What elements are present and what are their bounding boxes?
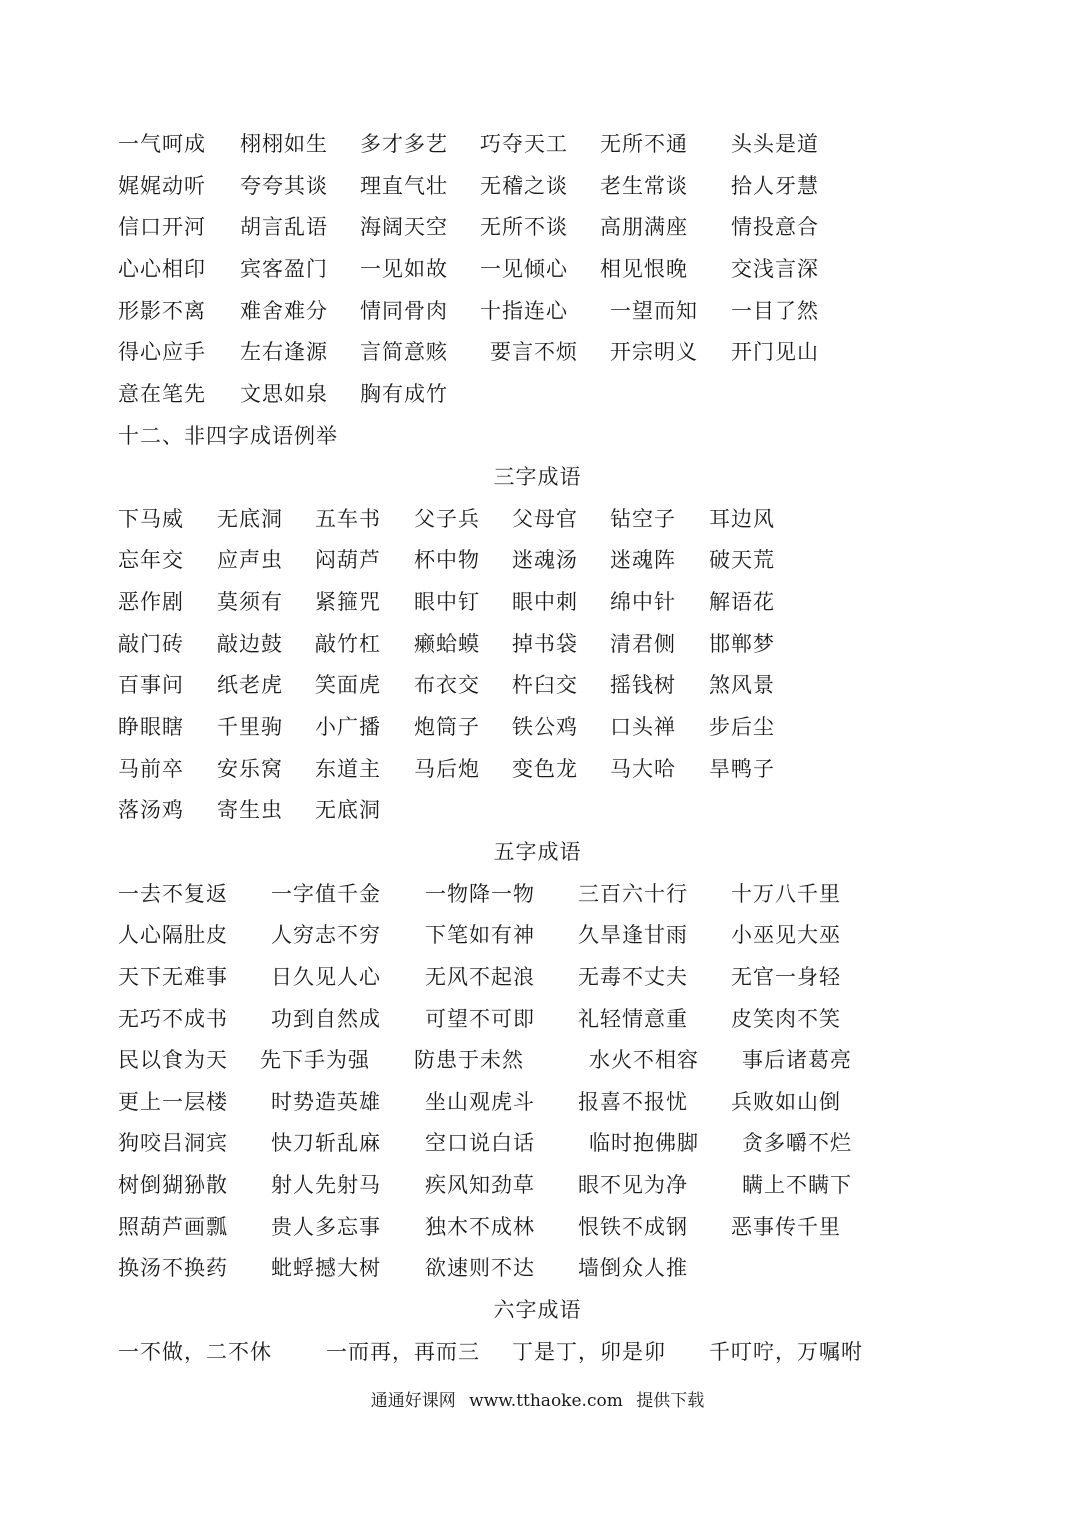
three-char-title: 三字成语 — [493, 465, 582, 489]
idiom: 民以食为天 — [118, 1048, 228, 1072]
idiom: 癞蛤蟆 — [414, 632, 480, 656]
idiom: 老生常谈 — [600, 174, 688, 198]
idiom: 眼中钉 — [414, 590, 480, 614]
idiom: 莫须有 — [217, 590, 283, 614]
idiom: 东道主 — [315, 757, 381, 781]
idiom: 交浅言深 — [731, 257, 819, 281]
idiom: 下笔如有神 — [425, 923, 535, 947]
idiom: 恶事传千里 — [731, 1215, 841, 1239]
idiom: 娓娓动听 — [118, 174, 206, 198]
idiom: 坐山观虎斗 — [425, 1090, 535, 1114]
idiom: 迷魂阵 — [610, 548, 676, 572]
idiom: 一不做，二不休 — [118, 1340, 272, 1364]
idiom: 巧夺天工 — [480, 132, 568, 156]
idiom: 难舍难分 — [240, 299, 328, 323]
idiom: 换汤不换药 — [118, 1256, 228, 1280]
idiom: 敲门砖 — [118, 632, 184, 656]
idiom: 步后尘 — [709, 715, 775, 739]
idiom: 无毒不丈夫 — [578, 965, 688, 989]
idiom: 无底洞 — [315, 798, 381, 822]
idiom: 钻空子 — [610, 507, 676, 531]
idiom: 三百六十行 — [578, 882, 688, 906]
idiom: 父母官 — [512, 507, 578, 531]
idiom: 人穷志不穷 — [271, 923, 381, 947]
idiom: 贵人多忘事 — [271, 1215, 381, 1239]
idiom: 礼轻情意重 — [578, 1007, 688, 1031]
idiom: 清君侧 — [610, 632, 676, 656]
idiom: 栩栩如生 — [240, 132, 328, 156]
idiom: 墙倒众人推 — [578, 1256, 688, 1280]
idiom: 无底洞 — [217, 507, 283, 531]
idiom: 杯中物 — [414, 548, 480, 572]
idiom: 开宗明义 — [610, 340, 698, 364]
idiom: 一目了然 — [731, 299, 819, 323]
footer-url[interactable]: www.tthaoke.com — [469, 1391, 623, 1411]
idiom: 变色龙 — [512, 757, 578, 781]
idiom: 十指连心 — [480, 299, 568, 323]
idiom: 头头是道 — [731, 132, 819, 156]
idiom: 一而再，再而三 — [326, 1340, 480, 1364]
idiom: 闷葫芦 — [315, 548, 381, 572]
idiom: 兵败如山倒 — [731, 1090, 841, 1114]
idiom: 一见倾心 — [480, 257, 568, 281]
idiom: 多才多艺 — [360, 132, 448, 156]
idiom: 父子兵 — [414, 507, 480, 531]
idiom: 独木不成林 — [425, 1215, 535, 1239]
idiom: 恶作剧 — [118, 590, 184, 614]
page-footer — [0, 1389, 1075, 1413]
idiom: 时势造英雄 — [271, 1090, 381, 1114]
idiom: 小广播 — [315, 715, 381, 739]
idiom: 形影不离 — [118, 299, 206, 323]
idiom: 一气呵成 — [118, 132, 206, 156]
idiom: 夸夸其谈 — [240, 174, 328, 198]
idiom: 欲速则不达 — [425, 1256, 535, 1280]
idiom: 情投意合 — [731, 215, 819, 239]
idiom: 开门见山 — [731, 340, 819, 364]
idiom: 应声虫 — [217, 548, 283, 572]
idiom: 人心隔肚皮 — [118, 923, 228, 947]
idiom: 睁眼瞎 — [118, 715, 184, 739]
idiom: 迷魂汤 — [512, 548, 578, 572]
idiom: 照葫芦画瓢 — [118, 1215, 228, 1239]
idiom: 日久见人心 — [271, 965, 381, 989]
idiom: 敲边鼓 — [217, 632, 283, 656]
idiom: 高朋满座 — [600, 215, 688, 239]
idiom: 十万八千里 — [731, 882, 841, 906]
idiom: 无巧不成书 — [118, 1007, 228, 1031]
idiom: 邯郸梦 — [709, 632, 775, 656]
idiom: 解语花 — [709, 590, 775, 614]
idiom: 铁公鸡 — [512, 715, 578, 739]
idiom: 先下手为强 — [260, 1048, 370, 1072]
idiom: 射人先射马 — [271, 1173, 381, 1197]
idiom: 布衣交 — [414, 673, 480, 697]
idiom: 丁是丁，卯是卯 — [512, 1340, 666, 1364]
idiom: 一见如故 — [360, 257, 448, 281]
idiom: 事后诸葛亮 — [742, 1048, 852, 1072]
idiom: 更上一层楼 — [118, 1090, 228, 1114]
idiom: 胡言乱语 — [240, 215, 328, 239]
idiom: 忘年交 — [118, 548, 184, 572]
six-char-title: 六字成语 — [493, 1298, 582, 1322]
idiom: 海阔天空 — [360, 215, 448, 239]
idiom: 拾人牙慧 — [731, 174, 819, 198]
idiom: 紧箍咒 — [315, 590, 381, 614]
idiom: 相见恨晚 — [600, 257, 688, 281]
idiom: 树倒猢狲散 — [118, 1173, 228, 1197]
idiom: 临时抱佛脚 — [589, 1131, 699, 1155]
idiom: 眼不见为净 — [578, 1173, 688, 1197]
idiom: 一物降一物 — [425, 882, 535, 906]
idiom: 敲竹杠 — [315, 632, 381, 656]
idiom: 旱鸭子 — [709, 757, 775, 781]
idiom: 得心应手 — [118, 340, 206, 364]
idiom: 绵中针 — [610, 590, 676, 614]
idiom: 千叮咛，万嘱咐 — [709, 1340, 863, 1364]
idiom: 小巫见大巫 — [731, 923, 841, 947]
idiom: 报喜不报忧 — [578, 1090, 688, 1114]
idiom: 无所不通 — [600, 132, 688, 156]
idiom: 要言不烦 — [490, 340, 578, 364]
idiom: 一字值千金 — [271, 882, 381, 906]
idiom: 防患于未然 — [414, 1048, 524, 1072]
idiom: 炮筒子 — [414, 715, 480, 739]
idiom: 五车书 — [315, 507, 381, 531]
idiom: 下马威 — [118, 507, 184, 531]
idiom: 寄生虫 — [217, 798, 283, 822]
idiom: 杵臼交 — [512, 673, 578, 697]
idiom: 水火不相容 — [589, 1048, 699, 1072]
idiom: 贪多嚼不烂 — [742, 1131, 852, 1155]
section-heading: 十二、非四字成语例举 — [118, 424, 338, 448]
idiom: 瞒上不瞒下 — [742, 1173, 852, 1197]
idiom: 一望而知 — [610, 299, 698, 323]
idiom: 千里驹 — [217, 715, 283, 739]
five-char-title: 五字成语 — [493, 840, 582, 864]
idiom: 眼中刺 — [512, 590, 578, 614]
idiom: 左右逢源 — [240, 340, 328, 364]
idiom: 安乐窝 — [217, 757, 283, 781]
idiom: 情同骨肉 — [360, 299, 448, 323]
idiom: 意在笔先 — [118, 382, 206, 406]
idiom: 胸有成竹 — [360, 382, 448, 406]
idiom: 耳边风 — [709, 507, 775, 531]
idiom: 功到自然成 — [271, 1007, 381, 1031]
idiom: 信口开河 — [118, 215, 206, 239]
idiom: 宾客盈门 — [240, 257, 328, 281]
idiom: 空口说白话 — [425, 1131, 535, 1155]
idiom: 疾风知劲草 — [425, 1173, 535, 1197]
idiom: 心心相印 — [118, 257, 206, 281]
idiom: 无官一身轻 — [731, 965, 841, 989]
idiom: 百事问 — [118, 673, 184, 697]
idiom: 无稽之谈 — [480, 174, 568, 198]
idiom: 马前卒 — [118, 757, 184, 781]
idiom: 无风不起浪 — [425, 965, 535, 989]
idiom: 狗咬吕洞宾 — [118, 1131, 228, 1155]
idiom: 掉书袋 — [512, 632, 578, 656]
idiom: 文思如泉 — [240, 382, 328, 406]
idiom: 马后炮 — [414, 757, 480, 781]
idiom: 蚍蜉撼大树 — [271, 1256, 381, 1280]
idiom: 马大哈 — [610, 757, 676, 781]
footer-note: 提供下载 — [636, 1391, 705, 1411]
idiom: 皮笑肉不笑 — [731, 1007, 841, 1031]
idiom: 天下无难事 — [118, 965, 228, 989]
idiom: 恨铁不成钢 — [578, 1215, 688, 1239]
idiom: 言简意赅 — [360, 340, 448, 364]
idiom: 笑面虎 — [315, 673, 381, 697]
idiom: 口头禅 — [610, 715, 676, 739]
idiom: 久旱逢甘雨 — [578, 923, 688, 947]
idiom: 可望不可即 — [425, 1007, 535, 1031]
idiom: 一去不复返 — [118, 882, 228, 906]
idiom: 快刀斩乱麻 — [271, 1131, 381, 1155]
footer-site-name: 通通好课网 — [370, 1391, 456, 1411]
idiom: 无所不谈 — [480, 215, 568, 239]
idiom: 纸老虎 — [217, 673, 283, 697]
idiom: 煞风景 — [709, 673, 775, 697]
idiom: 落汤鸡 — [118, 798, 184, 822]
idiom: 理直气壮 — [360, 174, 448, 198]
idiom: 摇钱树 — [610, 673, 676, 697]
idiom: 破天荒 — [709, 548, 775, 572]
